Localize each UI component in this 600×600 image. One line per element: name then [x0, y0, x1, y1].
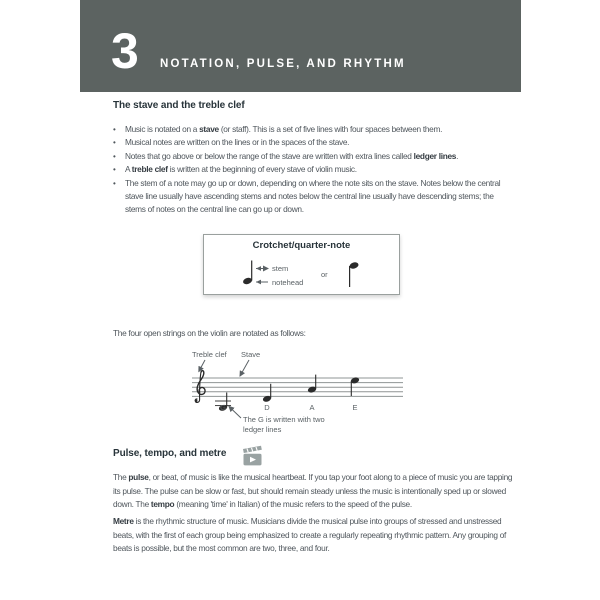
quarter-note-diagram-svg [204, 256, 399, 294]
pulse-paragraph: The pulse, or beat, of music is like the musical heartbeat. If you tap your foot along to a piece of music you are tapping its pulse. The pulse can be slow or fast, but should remain steady unless the music is intentionally sped up or slowed down. The tempo (meaning 'time' in Italian) of the music refers to the speed of the pulse. [113, 472, 513, 510]
treble-clef-label: Treble clef [192, 350, 227, 359]
bullet-item: • Notes that go above or below the range of the stave are written with extra lines called ledger lines. [112, 150, 508, 163]
treble-clef-icon [195, 371, 205, 403]
figure-intro-text: The four open strings on the violin are notated as follows: [113, 328, 306, 338]
bullet-marker: • [113, 178, 116, 188]
chapter-title: NOTATION, PULSE, AND RHYTHM [160, 58, 406, 70]
bullet-marker: • [113, 151, 116, 161]
crotchet-box-title: Crotchet/quarter-note [252, 240, 351, 251]
bullet-item: • Musical notes are written on the lines or in the spaces of the stave. [112, 136, 508, 149]
staff-lines [192, 378, 403, 396]
stave-bullet-list [112, 123, 508, 217]
note-letter-g: G [220, 403, 226, 412]
bullet-marker: • [113, 125, 116, 134]
bullet-item: • Music is notated on a stave (or staff). This is a set of five lines with four spaces between them. [112, 123, 508, 136]
bullet-item: • The stem of a note may go up or down, depending on where the note sits on the stave. Notes below the central stave line usually have ascending stems and notes below the central line usually have descending stems; the stems of notes on the central line can go up or down. [113, 177, 501, 215]
note-letter-e: E [352, 403, 358, 412]
bullet-marker: • [113, 165, 116, 175]
section-heading-stave: The stave and the treble clef [113, 100, 245, 111]
bullet-item: • A treble clef is written at the beginning of every stave of violin music. [112, 163, 508, 176]
ledger-lines-callout: The G is written with two ledger lines [243, 415, 325, 434]
quarter-note-stem-down [349, 261, 360, 287]
notehead-label: notehead [272, 277, 304, 287]
open-strings-staff-figure [150, 348, 470, 448]
chapter-number: 3 [111, 23, 139, 79]
stem-label: stem [272, 264, 289, 273]
note-letter-a: A [309, 403, 315, 412]
bullet-marker: • [113, 138, 116, 148]
note-a [307, 375, 317, 394]
section-heading-pulse: Pulse, tempo, and metre [113, 448, 227, 459]
or-label: or [321, 270, 328, 279]
notehead-arrowhead-icon [256, 280, 261, 285]
treble-clef-arrow-icon [199, 360, 205, 372]
note-letter-d: D [264, 403, 270, 412]
stave-label: Stave [241, 350, 261, 359]
quarter-note-stem-up [242, 261, 253, 286]
chapter-header-band [80, 0, 521, 92]
ledger-callout-arrow-icon [229, 407, 241, 419]
stave-arrow-icon [240, 360, 249, 376]
note-e [350, 376, 360, 396]
metre-paragraph: Metre is the rhythmic structure of music. Musicians divide the musical pulse into groups of stressed and unstressed beats, with the first of each group being emphasized to create a regularly repeating rhythmic pattern. Any grouping of beats is possible, but the most common are two, three, and four. [113, 516, 507, 554]
crotchet-info-box [203, 234, 400, 295]
note-d [262, 384, 272, 403]
video-icon[interactable] [240, 444, 264, 468]
